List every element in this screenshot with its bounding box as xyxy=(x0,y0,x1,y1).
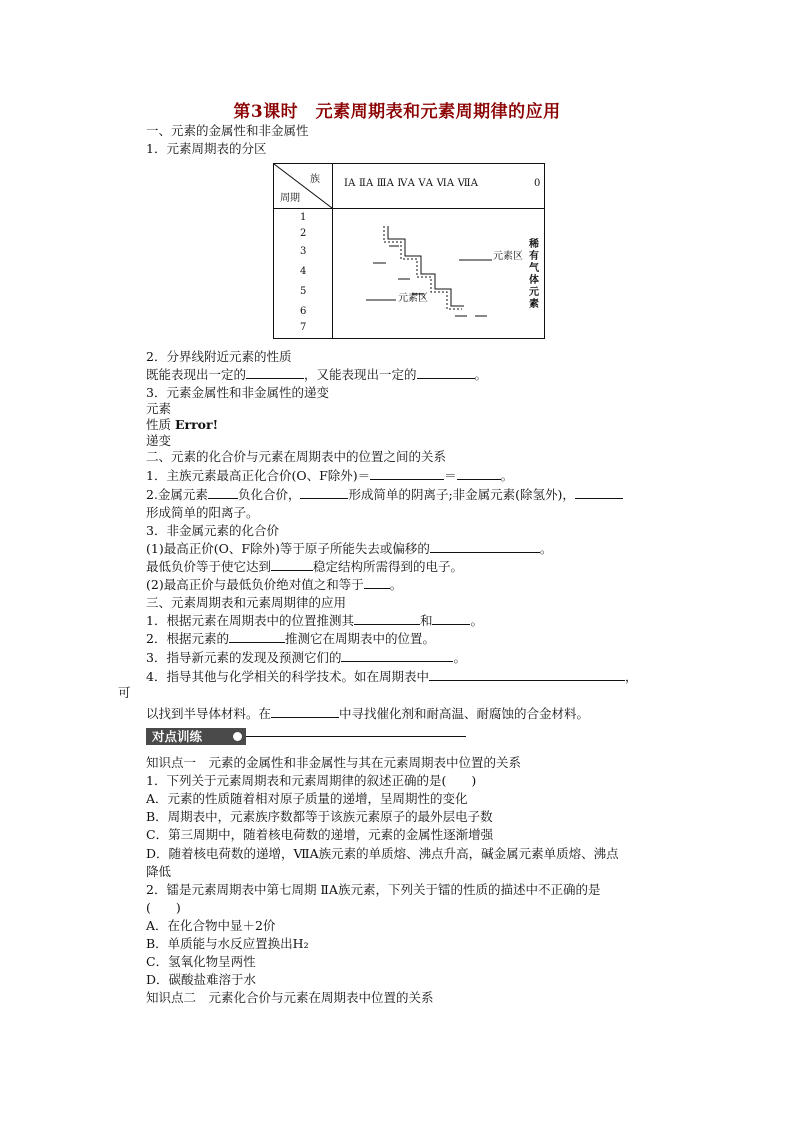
text-line: 元素 xyxy=(146,401,172,416)
text-line: 可 xyxy=(118,685,131,700)
text-fragment: 3．指导新元素的发现及预测它们的 xyxy=(146,650,342,665)
question-1-option-d-cont: 降低 xyxy=(146,864,172,879)
practice-section-banner xyxy=(146,728,246,745)
text-line xyxy=(146,649,466,667)
text-fragment: 形成简单的阴离子;非金属元素(除氢外)， xyxy=(348,487,575,502)
header-period-label: 周期 xyxy=(280,193,300,204)
text-fragment: 2.金属元素 xyxy=(146,487,208,502)
banner-label: 对点训练 xyxy=(152,729,203,744)
text-fragment: 以找到半导体材料。在 xyxy=(146,706,272,721)
text-fragment: 。 xyxy=(539,541,553,556)
period-label: 3 xyxy=(300,246,307,257)
text-fragment: 负化合价， xyxy=(237,487,301,502)
text-line xyxy=(146,540,552,558)
zone-label-metal: 元素区 xyxy=(398,293,428,304)
text-line: 递变 xyxy=(146,433,172,448)
subsection-1-3: 3．元素金属性和非金属性的递变 xyxy=(146,385,329,400)
subsection-1-1: 1．元素周期表的分区 xyxy=(146,141,267,156)
header-group-label: 族 xyxy=(310,174,320,185)
fill-blank[interactable] xyxy=(430,540,540,553)
text-line xyxy=(146,467,513,485)
error-text: Error! xyxy=(174,417,219,432)
text-line xyxy=(146,366,487,384)
knowledge-point-1: 知识点一 元素的金属性和非金属性与其在元素周期表中位置的关系 xyxy=(146,755,522,770)
text-fragment: 性质 xyxy=(146,417,175,432)
text-line xyxy=(146,705,589,723)
fill-blank[interactable] xyxy=(354,612,420,625)
question-1-option-c[interactable]: C．第三周期中，随着核电荷数的递增，元素的金属性逐渐增强 xyxy=(146,827,494,842)
page-title: 第3课时 元素周期表和元素周期律的应用 xyxy=(233,102,561,122)
section-2-heading: 二、元素的化合价与元素在周期表中的位置之间的关系 xyxy=(146,449,447,464)
text-fragment: 最低负价等于使它达到 xyxy=(146,559,272,574)
group-labels: ⅠA ⅡA ⅢA ⅣA ⅤA ⅥA ⅦA xyxy=(344,178,479,189)
fill-blank[interactable] xyxy=(457,467,501,480)
text-fragment: 4．指导其他与化学相关的科学技术。如在周期表中 xyxy=(146,669,429,684)
text-fragment: 和 xyxy=(419,613,433,628)
question-1-option-a[interactable]: A．元素的性质随着相对原子质量的递增，呈周期性的变化 xyxy=(146,791,468,806)
group-zero-label: 0 xyxy=(534,178,541,189)
fill-blank[interactable] xyxy=(575,486,623,499)
text-line xyxy=(146,630,435,648)
text-fragment: 中寻找催化剂和耐高温、耐腐蚀的合金材料。 xyxy=(339,706,590,721)
text-line xyxy=(146,668,637,686)
text-fragment: 1．根据元素在周期表中的位置推测其 xyxy=(146,613,354,628)
period-label: 6 xyxy=(300,306,307,317)
banner-dot-icon xyxy=(233,732,242,741)
fill-blank[interactable] xyxy=(246,366,304,379)
noble-gas-label: 稀有气体元素 xyxy=(529,239,539,310)
text-line xyxy=(146,612,483,630)
text-fragment: 稳定结构所需得到的电子。 xyxy=(313,559,464,574)
text-fragment: 既能表现出一定的 xyxy=(146,367,247,382)
period-label: 5 xyxy=(300,286,307,297)
period-label: 1 xyxy=(300,212,307,223)
banner-rule xyxy=(246,736,466,737)
text-line: 形成简单的阳离子。 xyxy=(146,505,259,520)
question-1-option-b[interactable]: B．周期表中，元素族序数都等于该族元素原子的最外层电子数 xyxy=(146,809,493,824)
section-1-heading: 一、元素的金属性和非金属性 xyxy=(146,123,309,138)
fill-blank[interactable] xyxy=(341,649,453,662)
text-fragment: 。 xyxy=(474,367,488,382)
text-fragment: 。 xyxy=(389,577,403,592)
fill-blank[interactable] xyxy=(417,366,475,379)
text-fragment: 。 xyxy=(453,650,466,665)
text-line xyxy=(146,576,402,594)
periodic-table-zones-diagram xyxy=(273,163,545,339)
question-2-option-d[interactable]: D．碳酸盐难溶于水 xyxy=(146,972,257,987)
period-label: 2 xyxy=(300,228,307,239)
text-line xyxy=(146,486,623,504)
knowledge-point-2: 知识点二 元素化合价与元素在周期表中位置的关系 xyxy=(146,990,434,1005)
text-fragment: 推测它在周期表中的位置。 xyxy=(284,631,435,646)
fill-blank[interactable] xyxy=(271,558,313,571)
question-2-option-c[interactable]: C．氢氧化物呈两性 xyxy=(146,954,256,969)
text-fragment: ， xyxy=(624,669,638,684)
text-fragment: ＝ xyxy=(444,468,457,483)
fill-blank[interactable] xyxy=(300,486,348,499)
subsection-1-2: 2．分界线附近元素的性质 xyxy=(146,349,292,364)
fill-blank[interactable] xyxy=(271,705,339,718)
fill-blank[interactable] xyxy=(229,630,285,643)
section-3-heading: 三、元素周期表和元素周期律的应用 xyxy=(146,595,347,610)
text-line xyxy=(146,558,463,576)
zone-label-nonmetal: 元素区 xyxy=(493,251,523,262)
subsection-2-3: 3．非金属元素的化合价 xyxy=(146,523,279,538)
text-fragment: ，又能表现出一定的 xyxy=(304,367,417,382)
question-2-paren: ( ) xyxy=(146,900,181,915)
question-2-option-a[interactable]: A．在化合物中显＋2价 xyxy=(146,918,276,933)
text-fragment: 1．主族元素最高正化合价(O、F除外)＝ xyxy=(146,468,371,483)
fill-blank[interactable] xyxy=(429,668,625,681)
text-fragment: 。 xyxy=(500,468,514,483)
question-1: 1．下列关于元素周期表和元素周期律的叙述正确的是( ) xyxy=(146,773,477,788)
period-label: 4 xyxy=(300,266,307,277)
question-2: 2．镭是元素周期表中第七周期 ⅡA族元素，下列关于镭的性质的描述中不正确的是 xyxy=(146,882,601,897)
fill-blank[interactable] xyxy=(208,486,238,499)
fill-blank[interactable] xyxy=(364,576,390,589)
text-fragment: 2．根据元素的 xyxy=(146,631,229,646)
text-fragment: (1)最高正价(O、F除外)等于原子所能失去或偏移的 xyxy=(146,541,430,556)
question-2-option-b[interactable]: B．单质能与水反应置换出H₂ xyxy=(146,936,309,951)
fill-blank[interactable] xyxy=(370,467,444,480)
question-1-option-d[interactable]: D．随着核电荷数的递增，ⅦA族元素的单质熔、沸点升高，碱金属元素单质熔、沸点 xyxy=(146,846,619,861)
fill-blank[interactable] xyxy=(432,612,470,625)
text-fragment: 。 xyxy=(470,613,483,628)
text-fragment: (2)最高正价与最低负价绝对值之和等于 xyxy=(146,577,364,592)
period-label: 7 xyxy=(300,322,307,333)
